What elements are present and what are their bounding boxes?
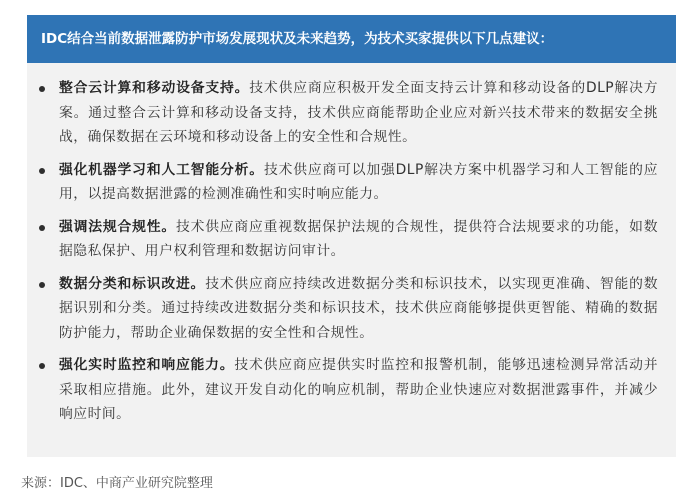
bullet-icon xyxy=(39,86,45,92)
list-item xyxy=(27,158,676,207)
list-item xyxy=(27,215,676,264)
list-item-text xyxy=(59,272,658,346)
bullet-icon xyxy=(39,225,45,231)
item-title: 强调法规合规性。 xyxy=(59,218,176,235)
list-item xyxy=(27,272,676,346)
list-item xyxy=(27,353,676,427)
bullet-icon xyxy=(39,282,45,288)
item-body: 技术供应商可以加强DLP解决方案中机器学习和人工智能的应用，以提高数据泄露的检测准确性和实时响应能力。 xyxy=(59,161,659,202)
list-item xyxy=(27,76,676,150)
source-note: 来源：IDC、中商产业研究院整理 xyxy=(21,476,213,491)
bullet-icon xyxy=(39,168,45,174)
list-item-text xyxy=(59,158,658,207)
item-body: 技术供应商应重视数据保护法规的合规性，提供符合法规要求的功能，如数据隐私保护、用户权利管理和数据访问审计。 xyxy=(59,218,659,259)
item-title: 整合云计算和移动设备支持。 xyxy=(59,80,250,96)
item-title: 强化实时监控和响应能力。 xyxy=(59,357,235,373)
item-body: 技术供应商应积极开发全面支持云计算和移动设备的DLP解决方案。通过整合云计算和移动设备支持，技术供应商能帮助企业应对新兴技术带来的数据安全挑战，确保数据在云环境和移动设备上的安全性和合规性。 xyxy=(59,80,658,145)
panel-header: IDC结合当前数据泄露防护市场发展现状及未来趋势，为技术买家提供以下几点建议： xyxy=(27,15,676,63)
item-body: 技术供应商应持续改进数据分类和标识技术，以实现更准确、智能的数据识别和分类。通过持续改进数据分类和标识技术，技术供应商能够提供更智能、精确的数据防护能力，帮助企业确保数据的安全性和合规性。 xyxy=(59,275,659,341)
item-title: 强化机器学习和人工智能分析。 xyxy=(59,161,264,178)
list-item-text xyxy=(59,76,658,150)
item-body: 技术供应商应提供实时监控和报警机制，能够迅速检测异常活动并采取相应措施。此外，建议开发自动化的响应机制，帮助企业快速应对数据泄露事件，并减少响应时间。 xyxy=(59,357,659,422)
bullet-icon xyxy=(39,363,45,369)
recommendation-list xyxy=(27,76,676,435)
item-title: 数据分类和标识改进。 xyxy=(59,275,206,292)
list-item-text xyxy=(59,353,658,427)
list-item-text xyxy=(59,215,658,264)
